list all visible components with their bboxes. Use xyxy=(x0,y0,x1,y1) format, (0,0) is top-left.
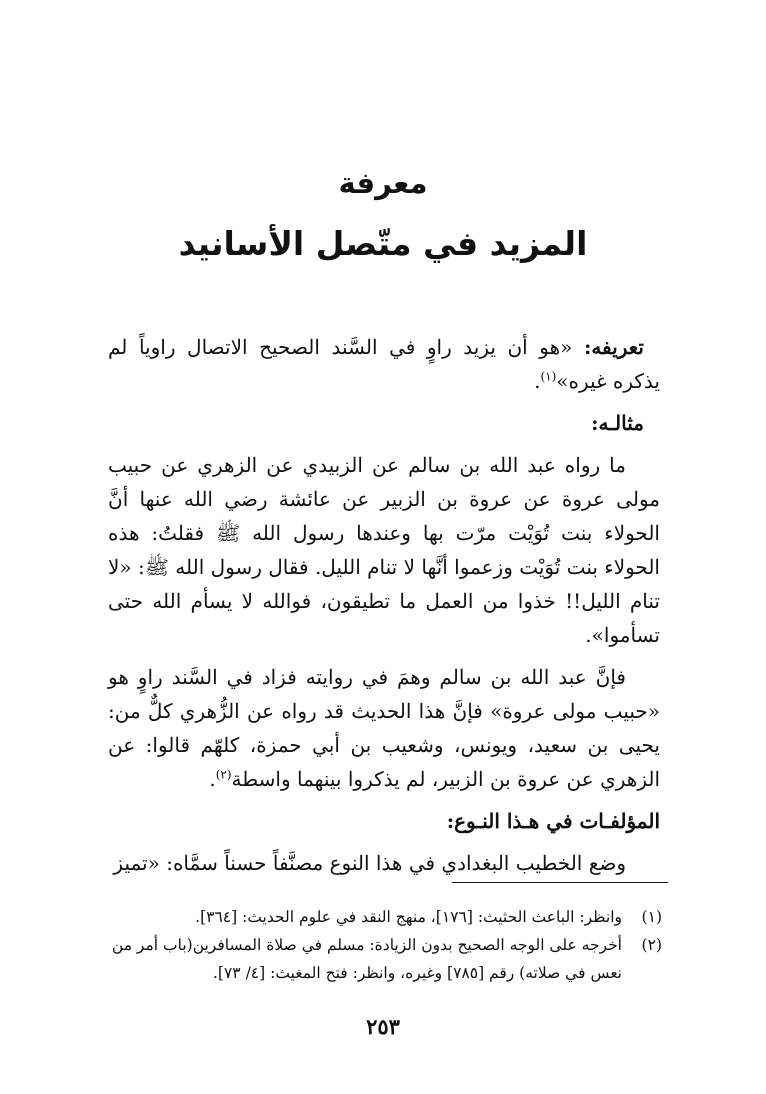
definition-label: تعريفه: xyxy=(583,335,644,359)
definition-text: «هو أن يزيد راوٍ في السَّند الصحيح الاتصال راوياً لم يذكره غيره» xyxy=(108,335,660,393)
footnote-text: وانظر: الباعث الحثيث: [١٧٦]، منهج النقد في علوم الحديث: [٣٦٤]. xyxy=(195,908,622,926)
footnote-number: (١) xyxy=(641,908,662,926)
footnote-ref-2: (٢) xyxy=(215,767,232,782)
footnote-2 xyxy=(110,931,662,987)
page-number: ٢٥٣ xyxy=(366,1014,400,1039)
footnote-text: أخرجه على الوجه الصحيح بدون الزيادة: مسلم في صلاة المسافرين(باب أمر من نعس في صلاته) رقم [٧٨٥] وغيره، وانظر: فتح المغيث: [٤/ ٧٣]. xyxy=(111,936,622,982)
footnote-divider xyxy=(452,882,668,883)
footnote-number: (٢) xyxy=(641,936,662,954)
definition-paragraph xyxy=(108,330,660,398)
chapter-title-line2: المزيد في متّصل الأسانيد xyxy=(178,224,588,263)
chapter-title-line1: معرفة xyxy=(338,166,428,200)
example-label: مثالـه: xyxy=(591,411,644,435)
footnotes xyxy=(110,903,662,987)
example-paragraph-2 xyxy=(108,660,660,796)
example-paragraph-1: ما رواه عبد الله بن سالم عن الزبيدي عن الزهري عن حبيب مولى عروة عن عروة بن الزبير عن عائشة رضي الله عنها أنَّ الحولاء بنت تُوَيْت مرّت بها وعندها رسول الله ﷺ فقلتُ: هذه الحولاء بنت تُوَيْت وزعموا أنَّها لا تنام الليل. فقال رسول الله ﷺ: «لا تنام الليل!! خذوا من العمل ما تطيقون، فوالله لا يسأم الله حتى تسأموا». xyxy=(108,453,660,647)
definition-end: . xyxy=(534,369,541,393)
footnote-1 xyxy=(110,903,662,931)
works-text: وضع الخطيب البغدادي في هذا النوع مصنَّفاً حسناً سمَّاه: «تميز xyxy=(113,851,626,875)
example-paragraph-2-end: . xyxy=(209,767,216,791)
main-text xyxy=(108,330,660,880)
example-paragraph-2-text: فإنَّ عبد الله بن سالم وهمَ في روايته فزاد في السَّند راوٍ هو «حبيب مولى عروة» فإنَّ هذا الحديث قد رواه عن الزُّهري كلٌّ من: يحيى بن سعيد، ويونس، وشعيب بن أبي حمزة، كلهّم قالوا: عن الزهري عن عروة بن الزبير، لم يذكروا بينهما واسطة xyxy=(108,665,660,791)
footnote-ref-1: (١) xyxy=(540,369,557,384)
works-label: المؤلفـات في هـذا النـوع: xyxy=(446,809,660,833)
